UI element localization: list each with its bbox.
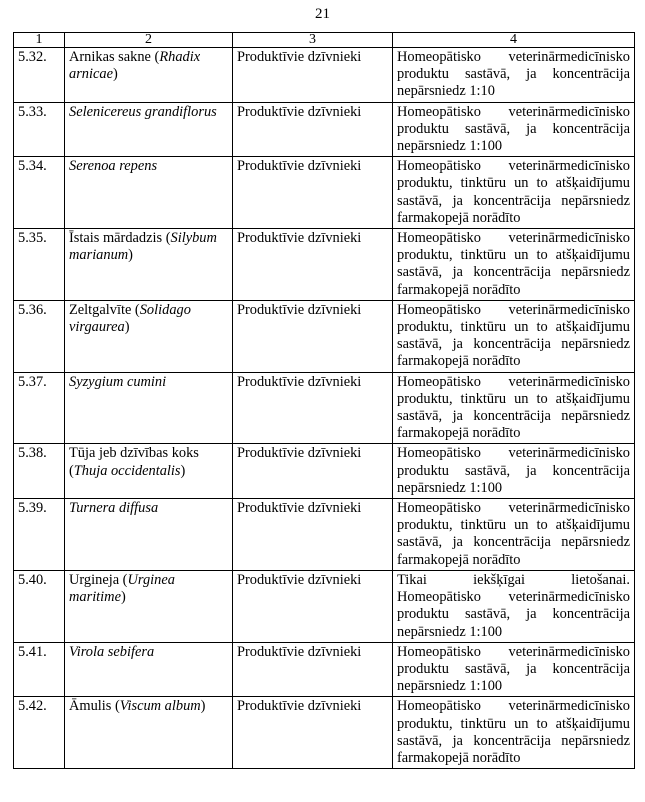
condition-line: Homeopātisko veterinārmedicīnisko: [397, 698, 630, 715]
row-number: 5.35.: [14, 229, 65, 301]
condition-line: produktu sastāvā, ja koncentrācija: [397, 660, 630, 677]
table-header: [14, 33, 635, 48]
condition-line: produktu, tinktūru un to atšķaidījumu: [397, 319, 630, 336]
animal-category: Produktīvie dzīvnieki: [233, 300, 393, 372]
row-number: 5.36.: [14, 300, 65, 372]
latin-name: Turnera diffusa: [69, 500, 159, 517]
usage-condition: [393, 229, 635, 301]
animal-category: Produktīvie dzīvnieki: [233, 48, 393, 103]
condition-line: produktu, tinktūru un to atšķaidījumu: [397, 247, 630, 264]
condition-line: sastāvā, ja koncentrācija nepārsniedz: [397, 336, 630, 353]
page-number: 21: [315, 6, 330, 22]
row-number: 5.38.: [14, 444, 65, 499]
condition-line: nepārsniedz 1:100: [397, 138, 503, 155]
condition-line: sastāvā, ja koncentrācija nepārsniedz: [397, 408, 630, 425]
condition-line: nepārsniedz 1:10: [397, 83, 495, 100]
row-number: 5.42.: [14, 697, 65, 769]
latin-name: Virola sebifera: [69, 643, 155, 660]
usage-condition: [393, 157, 635, 229]
common-name: Arnikas sakne (: [69, 49, 160, 65]
row-number: 5.37.: [14, 372, 65, 444]
row-number: 5.34.: [14, 157, 65, 229]
condition-line: sastāvā, ja koncentrācija nepārsniedz: [397, 732, 630, 749]
column-header-2: 2: [65, 33, 233, 48]
usage-condition: [393, 642, 635, 697]
table-row: [14, 372, 635, 444]
condition-line: produktu, tinktūru un to atšķaidījumu: [397, 517, 630, 534]
table-row: [14, 102, 635, 157]
condition-line: Tikai iekšķīgai lietošanai.: [397, 571, 630, 588]
animal-category: Produktīvie dzīvnieki: [233, 157, 393, 229]
animal-category: Produktīvie dzīvnieki: [233, 499, 393, 571]
row-number: 5.40.: [14, 570, 65, 642]
substance-name: [65, 300, 233, 372]
condition-line: farmakopejā norādīto: [397, 425, 521, 442]
column-header-3: 3: [233, 33, 393, 48]
substance-name: [65, 499, 233, 571]
table-row: [14, 642, 635, 697]
substance-name: [65, 102, 233, 157]
substance-name: [65, 642, 233, 697]
condition-line: produktu, tinktūru un to atšķaidījumu: [397, 715, 630, 732]
substance-name: [65, 229, 233, 301]
common-name: ): [124, 319, 130, 336]
table-row: [14, 157, 635, 229]
table-row: [14, 570, 635, 642]
latin-name: Viscum album: [119, 698, 201, 715]
condition-line: farmakopejā norādīto: [397, 551, 521, 568]
latin-name: Solidago virgaurea: [69, 301, 191, 336]
latin-name: Urginea maritime: [69, 571, 175, 606]
substance-table: [13, 32, 635, 769]
animal-category: Produktīvie dzīvnieki: [233, 642, 393, 697]
common-name: ): [128, 247, 133, 264]
condition-line: Homeopātisko veterinārmedicīnisko: [397, 230, 630, 247]
condition-line: nepārsniedz 1:100: [397, 623, 503, 640]
table-row: [14, 48, 635, 103]
usage-condition: [393, 570, 635, 642]
condition-line: produktu sastāvā, ja koncentrācija: [397, 606, 630, 623]
animal-category: Produktīvie dzīvnieki: [233, 229, 393, 301]
condition-line: farmakopejā norādīto: [397, 209, 521, 226]
substance-name: [65, 697, 233, 769]
condition-line: produktu, tinktūru un to atšķaidījumu: [397, 390, 630, 407]
condition-line: farmakopejā norādīto: [397, 281, 521, 298]
common-name: Zeltgalvīte (: [69, 301, 140, 318]
common-name: ): [200, 698, 206, 715]
condition-line: nepārsniedz 1:100: [397, 479, 503, 496]
latin-name: Syzygium cumini: [69, 373, 167, 390]
condition-line: farmakopejā norādīto: [397, 353, 521, 370]
condition-line: Homeopātisko veterinārmedicīnisko: [397, 445, 630, 462]
latin-name: Rhadix arnicae: [69, 49, 201, 83]
table-row: [14, 300, 635, 372]
condition-line: produktu sastāvā, ja koncentrācija: [397, 66, 630, 83]
condition-line: produktu sastāvā, ja koncentrācija: [397, 120, 630, 137]
usage-condition: [393, 300, 635, 372]
latin-name: Silybum marianum: [69, 230, 217, 264]
column-header-1: 1: [14, 33, 65, 48]
latin-name: Serenoa repens: [69, 158, 158, 175]
animal-category: Produktīvie dzīvnieki: [233, 372, 393, 444]
common-name: Īstais mārdadzis (: [69, 230, 171, 247]
condition-line: sastāvā, ja koncentrācija nepārsniedz: [397, 264, 630, 281]
animal-category: Produktīvie dzīvnieki: [233, 697, 393, 769]
table-row: [14, 499, 635, 571]
condition-line: Homeopātisko veterinārmedicīnisko: [397, 103, 630, 120]
row-number: 5.32.: [14, 48, 65, 103]
table-row: [14, 444, 635, 499]
usage-condition: [393, 48, 635, 103]
table-row: [14, 229, 635, 301]
animal-category: Produktīvie dzīvnieki: [233, 102, 393, 157]
condition-line: Homeopātisko veterinārmedicīnisko: [397, 643, 630, 660]
animal-category: Produktīvie dzīvnieki: [233, 570, 393, 642]
condition-line: nepārsniedz 1:100: [397, 678, 503, 695]
condition-line: Homeopātisko veterinārmedicīnisko: [397, 500, 630, 517]
row-number: 5.39.: [14, 499, 65, 571]
condition-line: Homeopātisko veterinārmedicīnisko: [397, 373, 630, 390]
common-name: ): [180, 462, 186, 479]
row-number: 5.33.: [14, 102, 65, 157]
condition-line: Homeopātisko veterinārmedicīnisko: [397, 589, 630, 606]
latin-name: Thuja occidentalis: [73, 462, 181, 479]
common-name: ): [112, 66, 118, 83]
column-header-4: 4: [393, 33, 635, 48]
latin-name: Selenicereus grandiflorus: [69, 103, 217, 120]
row-number: 5.41.: [14, 642, 65, 697]
animal-category: Produktīvie dzīvnieki: [233, 444, 393, 499]
usage-condition: [393, 697, 635, 769]
condition-line: sastāvā, ja koncentrācija nepārsniedz: [397, 192, 630, 209]
common-name: Urgineja (: [69, 571, 128, 588]
usage-condition: [393, 499, 635, 571]
condition-line: Homeopātisko veterinārmedicīnisko: [397, 301, 630, 318]
usage-condition: [393, 372, 635, 444]
substance-name: [65, 157, 233, 229]
usage-condition: [393, 444, 635, 499]
condition-line: produktu, tinktūru un to atšķaidījumu: [397, 175, 630, 192]
substance-name: [65, 444, 233, 499]
table-row: [14, 697, 635, 769]
condition-line: Homeopātisko veterinārmedicīnisko: [397, 158, 630, 175]
substance-name: [65, 48, 233, 103]
condition-line: farmakopejā norādīto: [397, 749, 521, 766]
substance-name: [65, 570, 233, 642]
usage-condition: [393, 102, 635, 157]
condition-line: produktu sastāvā, ja koncentrācija: [397, 462, 630, 479]
common-name: Āmulis (: [69, 698, 120, 715]
condition-line: Homeopātisko veterinārmedicīnisko: [397, 49, 630, 65]
substance-name: [65, 372, 233, 444]
common-name: Tūja jeb dzīvības koks (: [69, 445, 199, 479]
condition-line: sastāvā, ja koncentrācija nepārsniedz: [397, 534, 630, 551]
common-name: ): [120, 589, 126, 606]
table-body: [14, 48, 635, 769]
